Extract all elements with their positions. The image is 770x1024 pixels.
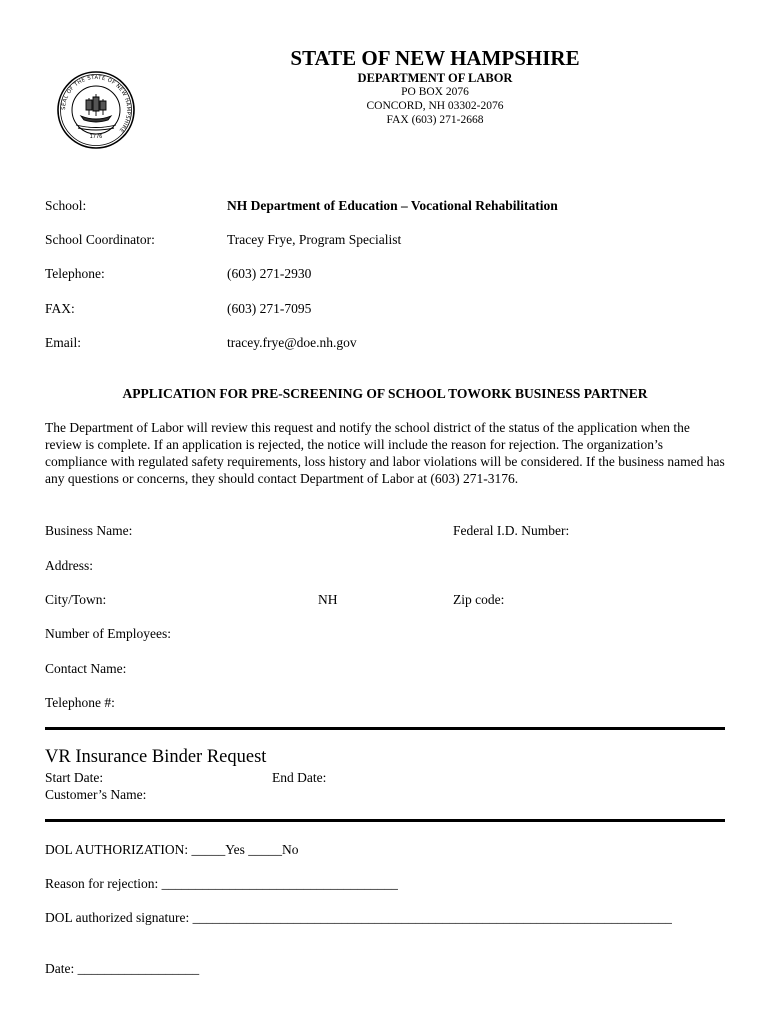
customer-name-label[interactable]: Customer’s Name: bbox=[45, 787, 147, 802]
state-value: NH bbox=[318, 592, 338, 607]
email-label: Email: bbox=[45, 335, 81, 350]
zip-label[interactable]: Zip code: bbox=[453, 592, 505, 607]
city-address: CONCORD, NH 03302-2076 bbox=[366, 100, 504, 112]
signature-line[interactable]: DOL authorized signature: _______________________________________________________________________ bbox=[45, 910, 672, 925]
telephone-value: (603) 271-2930 bbox=[227, 266, 312, 281]
school-label: School: bbox=[45, 198, 87, 213]
application-heading: APPLICATION FOR PRE-SCREENING OF SCHOOL TOWORK BUSINESS PARTNER bbox=[122, 386, 648, 401]
city-label[interactable]: City/Town: bbox=[45, 592, 107, 607]
seal-year: 1776 bbox=[89, 134, 103, 140]
end-date-label[interactable]: End Date: bbox=[272, 770, 327, 785]
fax-value: (603) 271-7095 bbox=[227, 301, 312, 316]
section-divider bbox=[45, 819, 725, 822]
page-title: STATE OF NEW HAMPSHIRE bbox=[290, 46, 580, 70]
business-name-label[interactable]: Business Name: bbox=[45, 523, 133, 538]
date-line[interactable]: Date: __________________ bbox=[45, 961, 200, 976]
application-paragraph: The Department of Labor will review this request and notify the school district of the status of the application when the review is complete. If an application is rejected, the notice will include the reason for rejection. The organization’s compliance with regulated safety requirements, loss history and labor violations will be considered. If the business named has any questions or concerns, they should contact Department of Labor at (603) 271-3176. bbox=[45, 420, 725, 486]
employees-label[interactable]: Number of Employees: bbox=[45, 626, 171, 641]
rejection-reason-line[interactable]: Reason for rejection: ___________________________________ bbox=[45, 876, 398, 891]
department-name: DEPARTMENT OF LABOR bbox=[357, 71, 513, 85]
dol-authorization-line[interactable]: DOL AUTHORIZATION: _____Yes _____No bbox=[45, 842, 299, 857]
business-telephone-label[interactable]: Telephone #: bbox=[45, 695, 115, 710]
federal-id-label[interactable]: Federal I.D. Number: bbox=[453, 523, 570, 538]
seal-ring-text: SEAL OF THE STATE OF NEW HAMPSHIRE bbox=[60, 74, 132, 134]
coordinator-label: School Coordinator: bbox=[45, 232, 155, 247]
fax-label: FAX: bbox=[45, 301, 75, 316]
address-label[interactable]: Address: bbox=[45, 558, 93, 573]
telephone-label: Telephone: bbox=[45, 266, 105, 281]
start-date-label[interactable]: Start Date: bbox=[45, 770, 104, 785]
insurance-title: VR Insurance Binder Request bbox=[45, 747, 267, 767]
school-value: NH Department of Education – Vocational Rehabilitation bbox=[227, 198, 558, 213]
contact-name-label[interactable]: Contact Name: bbox=[45, 661, 127, 676]
po-box: PO BOX 2076 bbox=[401, 86, 469, 98]
email-value[interactable]: tracey.frye@doe.nh.gov bbox=[227, 335, 357, 350]
coordinator-value: Tracey Frye, Program Specialist bbox=[227, 232, 402, 247]
section-divider bbox=[45, 727, 725, 730]
fax-number: FAX (603) 271-2668 bbox=[386, 114, 484, 126]
